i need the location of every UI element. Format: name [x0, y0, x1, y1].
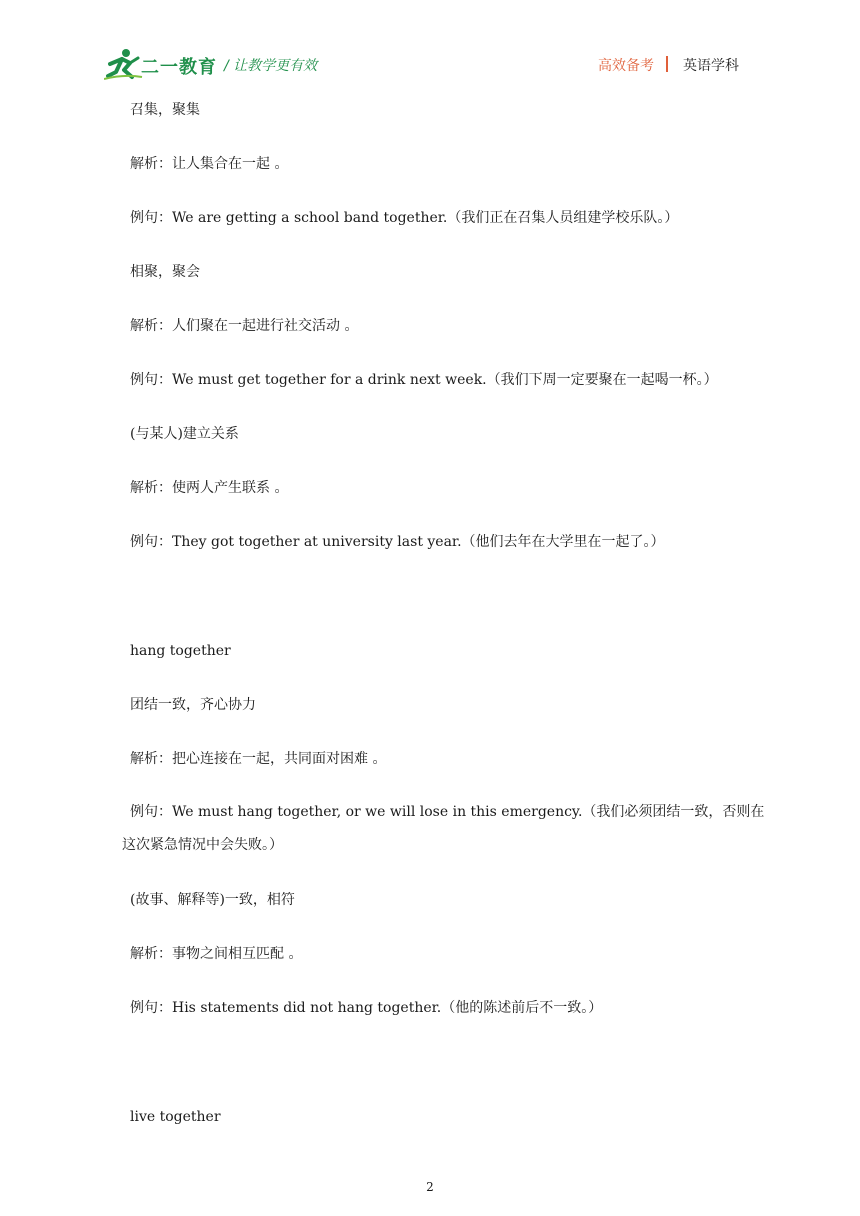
example-line: 例句：They got together at university last year.（他们去年在大学里在一起了。）: [130, 534, 665, 550]
example-line: 例句：We are getting a school band together.（我们正在召集人员组建学校乐队。）: [130, 210, 679, 226]
logo-text: 二一教育: [141, 57, 217, 78]
analysis-line: 解析：人们聚在一起进行社交活动 。: [130, 318, 359, 334]
analysis-line: 解析：事物之间相互匹配 。: [130, 946, 303, 962]
runner-logo-icon: [104, 46, 144, 82]
phrase-heading: hang together: [130, 643, 231, 659]
page-number: 2: [426, 1180, 434, 1194]
sense-heading: (故事、解释等)一致，相符: [130, 892, 295, 908]
sense-heading: 相聚，聚会: [130, 264, 200, 280]
header-divider: [666, 56, 668, 72]
example-line: 例句：We must hang together, or we will lose in this emergency.（我们必须团结一致，否则在这次紧急情况中会失败。）: [122, 804, 765, 853]
example-line: 例句：We must get together for a drink next week.（我们下周一定要聚在一起喝一杯。）: [130, 372, 718, 388]
sense-heading: 团结一致，齐心协力: [130, 697, 256, 713]
sense-heading: (与某人)建立关系: [130, 426, 239, 442]
page-header: [0, 0, 860, 90]
phrase-heading: live together: [130, 1109, 221, 1125]
analysis-line: 解析：让人集合在一起 。: [130, 156, 289, 172]
slogan: / 让教学更有效: [224, 58, 318, 74]
sense-heading: 召集，聚集: [130, 102, 200, 118]
example-line: 例句：His statements did not hang together.（他的陈述前后不一致。）: [130, 1000, 603, 1016]
analysis-line: 解析：把心连接在一起，共同面对困难 。: [130, 751, 387, 767]
header-tag-subject: 英语学科: [683, 58, 739, 74]
analysis-line: 解析：使两人产生联系 。: [130, 480, 289, 496]
header-tag-exam: 高效备考: [598, 58, 654, 74]
